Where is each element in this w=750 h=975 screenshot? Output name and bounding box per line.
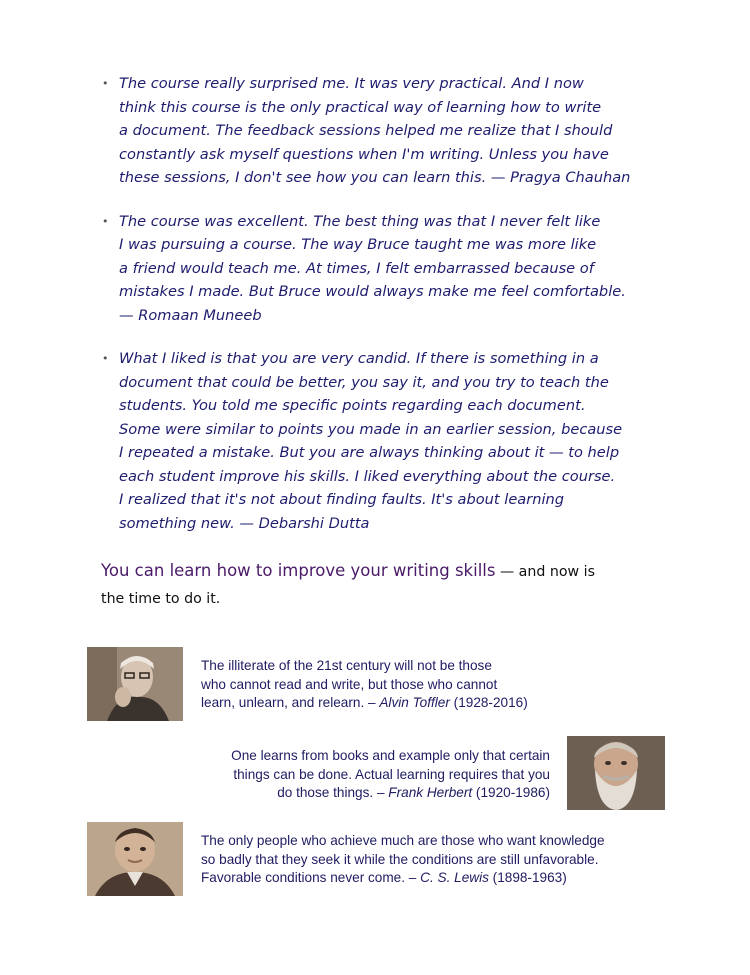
testimonial-line: students. You told me specific points regarding each document. [119, 397, 586, 414]
testimonial-line: something new. — Debarshi Dutta [119, 514, 370, 532]
bullet-icon: • [102, 77, 109, 90]
quote-line: so badly that they seek it while the conditions are still unfavorable. [201, 851, 599, 867]
cta-highlight: You can learn how to improve your writing skills [101, 561, 496, 580]
testimonial-line: these sessions, I don't see how you can learn this. — Pragya Chauhan [119, 169, 631, 186]
portrait-photo-frank-herbert [567, 736, 665, 810]
quote-years: (1898-1963) [488, 870, 567, 885]
quote-text: Favorable conditions never come. – [201, 870, 421, 885]
call-to-action [101, 557, 661, 613]
quote-alvin-toffler [201, 657, 561, 713]
quote-author: Alvin Toffler [379, 695, 450, 710]
bullet-icon: • [102, 352, 109, 365]
cta-rest: — and now is [495, 564, 595, 580]
quote-author: C. S. Lewis [420, 870, 489, 885]
testimonial-line: constantly ask myself questions when I'm writing. Unless you have [119, 145, 609, 163]
testimonial-line: I was pursuing a course. The way Bruce taught me was more like [119, 236, 597, 253]
testimonial-line: think this course is the only practical way of learning how to write [119, 98, 602, 116]
quote-years: (1920-1986) [472, 785, 550, 800]
testimonial-list [100, 72, 660, 555]
quote-line-last [201, 694, 561, 713]
testimonial-line: Some were similar to points you made in an earlier session, because [119, 420, 623, 438]
quote-line: who cannot read and write, but those who cannot [201, 676, 498, 692]
portrait-photo-alvin-toffler [87, 647, 183, 721]
quote-years: (1928-2016) [449, 695, 528, 710]
portrait-photo-cs-lewis [87, 822, 183, 896]
quote-cs-lewis [201, 832, 661, 888]
testimonial-item [100, 210, 660, 328]
quote-frank-herbert [180, 747, 550, 803]
quote-author: Frank Herbert [388, 785, 473, 800]
testimonial-line: I realized that it's not about finding faults. It's about learning [119, 491, 565, 508]
testimonial-line: document that could be better, you say it, and you try to teach the [119, 373, 609, 391]
quote-line-last [201, 869, 661, 888]
testimonial-line: I repeated a mistake. But you are always thinking about it — to help [119, 444, 620, 461]
quote-text: learn, unlearn, and relearn. – [201, 695, 380, 710]
quote-line: One learns from books and example only that certain [231, 748, 550, 763]
testimonial-line: The course was excellent. The best thing was that I never felt like [119, 212, 601, 230]
testimonial-line: The course really surprised me. It was very practical. And I now [119, 75, 584, 92]
testimonial-line: a friend would teach me. At times, I felt embarrassed because of [119, 259, 594, 277]
testimonial-line: — Romaan Muneeb [119, 306, 262, 324]
quote-line: things can be done. Actual learning requires that you [233, 766, 550, 782]
testimonial-line: a document. The feedback sessions helped me realize that I should [119, 122, 613, 139]
cta-rest-line2: the time to do it. [101, 591, 221, 607]
quote-line: The illiterate of the 21st century will not be those [201, 658, 492, 673]
testimonial-line: each student improve his skills. I liked everything about the course. [119, 467, 616, 485]
quote-line: The only people who achieve much are those who want knowledge [201, 833, 605, 848]
testimonial-line: mistakes I made. But Bruce would always make me feel comfortable. [119, 283, 626, 300]
quote-line-last [180, 784, 550, 803]
testimonial-item [100, 347, 660, 535]
testimonial-item [100, 72, 660, 190]
testimonial-line: What I liked is that you are very candid. If there is something in a [119, 350, 599, 367]
quote-text: do those things. – [277, 785, 389, 800]
bullet-icon: • [102, 214, 109, 228]
